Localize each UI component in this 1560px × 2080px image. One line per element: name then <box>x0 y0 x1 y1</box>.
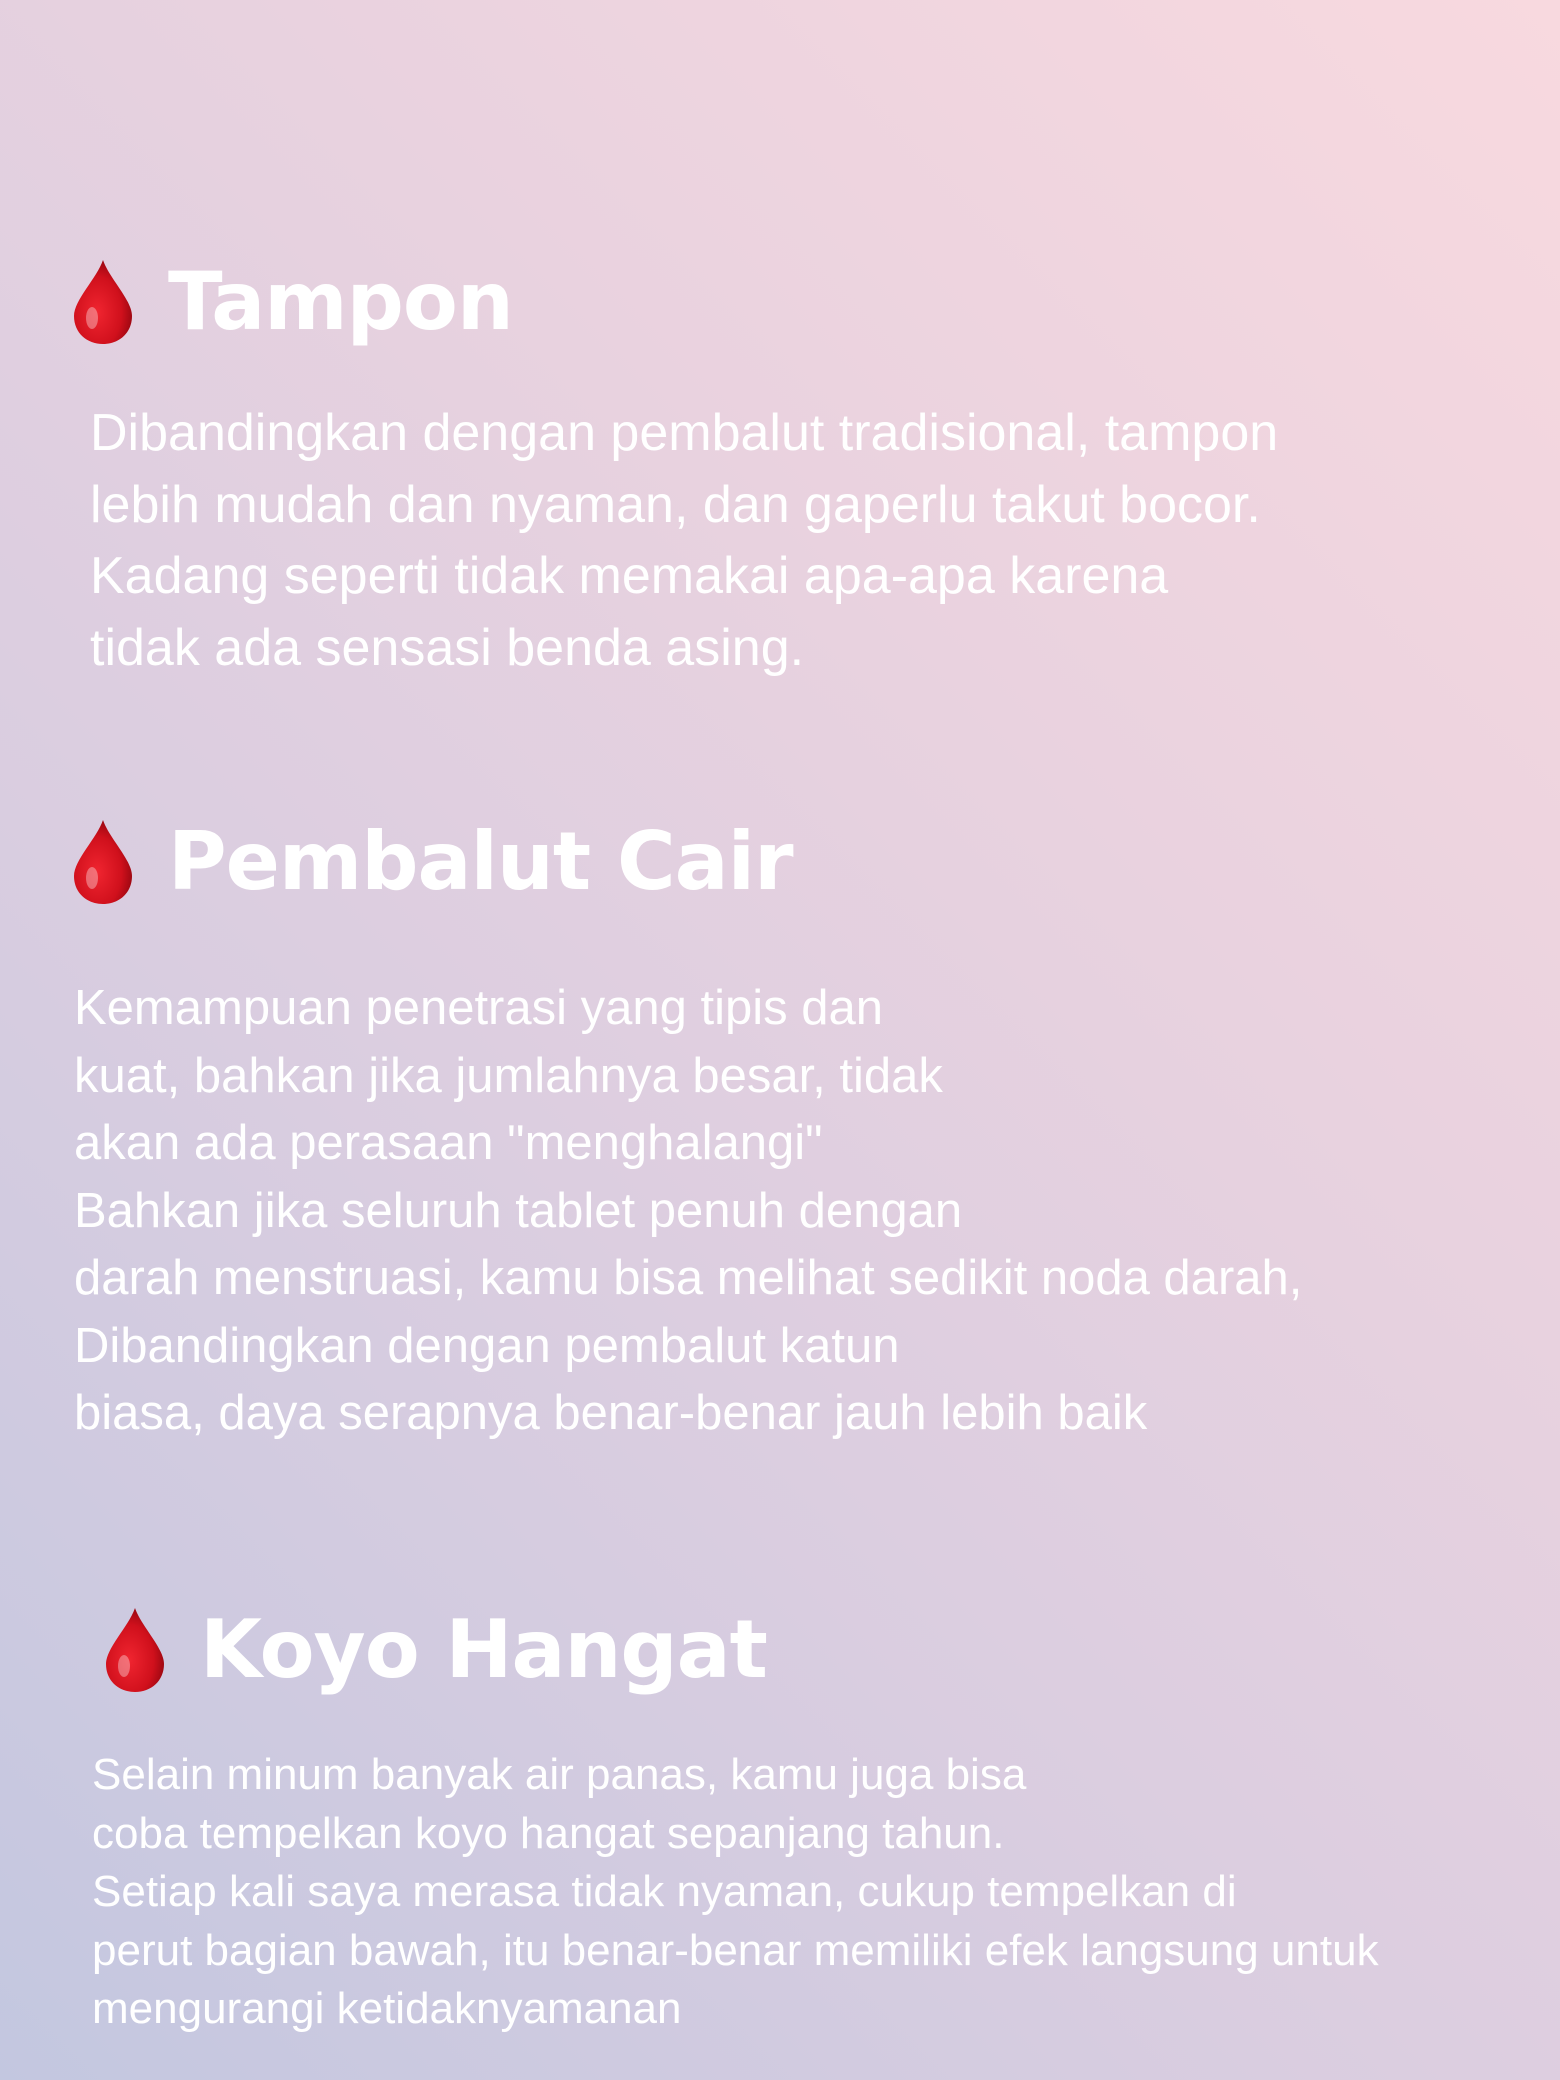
body-line: mengurangi ketidaknyamanan <box>92 1984 682 2034</box>
body-line: Setiap kali saya merasa tidak nyaman, cukup tempelkan di <box>92 1867 1237 1917</box>
body-line: Kemampuan penetrasi yang tipis dan <box>74 981 884 1035</box>
body-line: coba tempelkan koyo hangat sepanjang tahun. <box>92 1808 1005 1858</box>
section-heading-tampon <box>72 252 513 352</box>
section-heading-pembalut-cair <box>72 812 793 912</box>
body-line: Dibandingkan dengan pembalut katun <box>74 1318 900 1373</box>
body-line: darah menstruasi, kamu bisa melihat sedikit noda darah, <box>74 1251 1303 1305</box>
page-title-line <box>0 156 1560 242</box>
body-line: akan ada perasaan "menghalangi" <box>74 1116 823 1170</box>
body-line: tidak ada sensasi benda asing. <box>90 618 805 677</box>
blood-drop-icon <box>104 1606 166 1694</box>
section-body-pembalut-cair <box>74 975 1302 1448</box>
blood-drop-icon <box>72 258 134 346</box>
section-body-tampon <box>90 398 1278 684</box>
blood-drop-icon <box>72 818 134 906</box>
body-line: Kadang seperti tidak memakai apa-apa karena <box>90 547 1169 605</box>
body-line: Bahkan jika seluruh tablet penuh dengan <box>74 1183 963 1238</box>
section-heading-koyo-hangat <box>104 1600 767 1700</box>
body-line: biasa, daya serapnya benar-benar jauh lebih baik <box>74 1386 1148 1440</box>
body-line: kuat, bahkan jika jumlahnya besar, tidak <box>74 1048 943 1103</box>
body-line: perut bagian bawah, itu benar-benar memiliki efek langsung untuk <box>92 1925 1379 1975</box>
section-heading-label: Koyo Hangat <box>200 1603 767 1696</box>
page-title <box>0 70 1560 242</box>
section-body-koyo-hangat <box>92 1746 1379 2039</box>
body-line: Selain minum banyak air panas, kamu juga bisa <box>92 1750 1027 1799</box>
page-title-line <box>0 70 1560 156</box>
section-heading-label: Tampon <box>168 255 513 348</box>
body-line: Dibandingkan dengan pembalut tradisional, tampon <box>90 404 1279 462</box>
body-line: lebih mudah dan nyaman, dan gaperlu takut bocor. <box>90 475 1261 534</box>
section-heading-label: Pembalut Cair <box>168 815 793 908</box>
